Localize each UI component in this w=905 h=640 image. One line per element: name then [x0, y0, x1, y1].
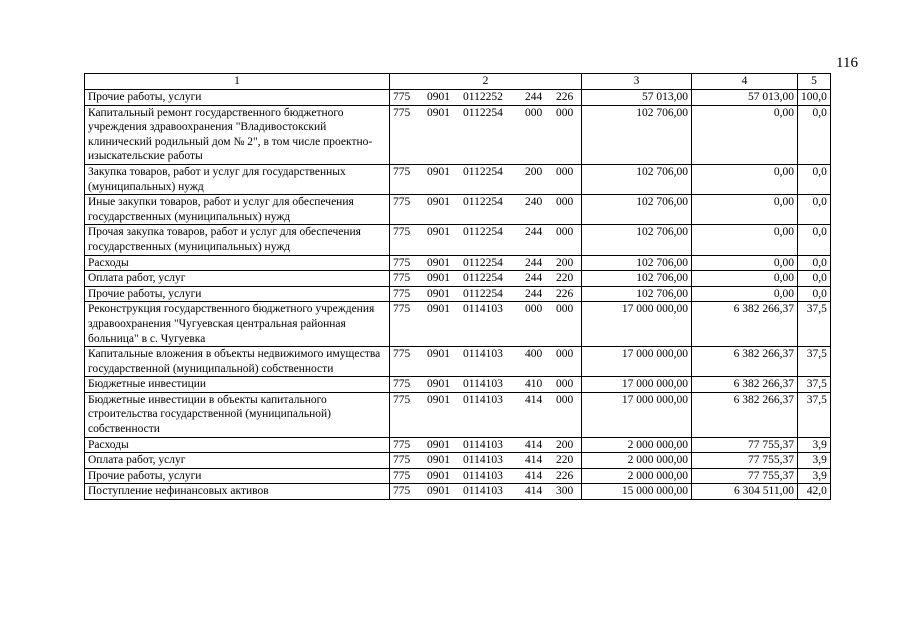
percent-cell: 37,5 — [798, 302, 831, 347]
planned-amount-cell: 102 706,00 — [582, 255, 692, 271]
planned-amount-cell: 17 000 000,00 — [582, 347, 692, 377]
kosgu-code: 000 — [556, 226, 574, 239]
row-name-cell: Бюджетные инвестиции — [85, 377, 390, 393]
kosgu-code: 300 — [556, 485, 574, 498]
row-name-cell: Поступление нефинансовых активов — [85, 484, 390, 500]
table-row — [85, 271, 831, 287]
section-code: 0901 — [427, 303, 450, 316]
row-name-cell: Оплата работ, услуг — [85, 453, 390, 469]
target-code: 0114103 — [463, 378, 503, 391]
planned-amount-cell: 2 000 000,00 — [582, 437, 692, 453]
executed-amount-cell: 0,00 — [692, 286, 798, 302]
table-row — [85, 195, 831, 225]
ministry-code: 775 — [393, 454, 411, 467]
percent-cell: 3,9 — [798, 453, 831, 469]
ministry-code: 775 — [393, 469, 411, 482]
kosgu-code: 000 — [556, 303, 574, 316]
executed-amount-cell: 77 755,37 — [692, 437, 798, 453]
expense-type-code: 240 — [525, 196, 543, 209]
row-name-cell: Бюджетные инвестиции в объекты капитального строительства государственной (муниципальной) собственности — [85, 392, 390, 437]
row-code-cell — [390, 484, 582, 500]
table-row — [85, 286, 831, 302]
expense-type-code: 414 — [525, 438, 543, 451]
row-name-cell: Закупка товаров, работ и услуг для государственных (муниципальных) нужд — [85, 164, 390, 194]
planned-amount-cell: 17 000 000,00 — [582, 377, 692, 393]
percent-cell: 37,5 — [798, 392, 831, 437]
section-code: 0901 — [427, 256, 450, 269]
target-code: 0114103 — [463, 348, 503, 361]
planned-amount-cell: 17 000 000,00 — [582, 392, 692, 437]
row-name-cell: Реконструкция государственного бюджетного учреждения здравоохранения "Чугуевская центральная районная больница" в с. Чугуевка — [85, 302, 390, 347]
row-name-cell: Прочие работы, услуги — [85, 468, 390, 484]
table-row — [85, 255, 831, 271]
executed-amount-cell: 0,00 — [692, 164, 798, 194]
expense-type-code: 244 — [525, 287, 543, 300]
target-code: 0112254 — [463, 256, 503, 269]
target-code: 0114103 — [463, 303, 503, 316]
ministry-code: 775 — [393, 91, 411, 103]
table-body — [85, 74, 831, 500]
ministry-code: 775 — [393, 438, 411, 451]
row-code-cell — [390, 437, 582, 453]
kosgu-code: 000 — [556, 348, 574, 361]
executed-amount-cell: 0,00 — [692, 225, 798, 255]
target-code: 0112254 — [463, 196, 503, 209]
ministry-code: 775 — [393, 287, 411, 300]
row-code-cell — [390, 286, 582, 302]
kosgu-code: 000 — [556, 393, 574, 406]
kosgu-code: 220 — [556, 272, 574, 285]
planned-amount-cell: 102 706,00 — [582, 286, 692, 302]
expense-type-code: 000 — [525, 106, 543, 119]
target-code: 0112254 — [463, 106, 503, 119]
table-row — [85, 392, 831, 437]
table-row — [85, 347, 831, 377]
ministry-code: 775 — [393, 256, 411, 269]
ministry-code: 775 — [393, 196, 411, 209]
kosgu-code: 220 — [556, 454, 574, 467]
percent-cell: 0,0 — [798, 164, 831, 194]
ministry-code: 775 — [393, 272, 411, 285]
table-row — [85, 302, 831, 347]
header-cell-2: 2 — [390, 74, 582, 90]
table-row — [85, 453, 831, 469]
section-code: 0901 — [427, 106, 450, 119]
section-code: 0901 — [427, 348, 450, 361]
executed-amount-cell: 77 755,37 — [692, 468, 798, 484]
page-number: 116 — [836, 55, 858, 71]
percent-cell: 37,5 — [798, 377, 831, 393]
kosgu-code: 000 — [556, 106, 574, 119]
percent-cell: 0,0 — [798, 286, 831, 302]
percent-cell: 0,0 — [798, 105, 831, 164]
percent-cell: 0,0 — [798, 225, 831, 255]
table-row — [85, 484, 831, 500]
planned-amount-cell: 102 706,00 — [582, 225, 692, 255]
row-code-cell — [390, 302, 582, 347]
expense-type-code: 244 — [525, 91, 543, 103]
planned-amount-cell: 15 000 000,00 — [582, 484, 692, 500]
executed-amount-cell: 6 382 266,37 — [692, 347, 798, 377]
percent-cell: 0,0 — [798, 195, 831, 225]
planned-amount-cell: 102 706,00 — [582, 164, 692, 194]
executed-amount-cell: 0,00 — [692, 271, 798, 287]
ministry-code: 775 — [393, 393, 411, 406]
row-name-cell: Капитальные вложения в объекты недвижимого имущества государственной (муниципальной) собственности — [85, 347, 390, 377]
expense-type-code: 414 — [525, 469, 543, 482]
ministry-code: 775 — [393, 165, 411, 178]
table-row — [85, 225, 831, 255]
section-code: 0901 — [427, 454, 450, 467]
expense-type-code: 400 — [525, 348, 543, 361]
ministry-code: 775 — [393, 378, 411, 391]
percent-cell: 3,9 — [798, 468, 831, 484]
percent-cell: 37,5 — [798, 347, 831, 377]
executed-amount-cell: 0,00 — [692, 195, 798, 225]
expense-type-code: 244 — [525, 256, 543, 269]
planned-amount-cell: 2 000 000,00 — [582, 453, 692, 469]
section-code: 0901 — [427, 196, 450, 209]
table-row — [85, 377, 831, 393]
header-cell-5: 5 — [798, 74, 831, 90]
expense-type-code: 244 — [525, 226, 543, 239]
ministry-code: 775 — [393, 303, 411, 316]
target-code: 0114103 — [463, 469, 503, 482]
row-name-cell: Прочие работы, услуги — [85, 286, 390, 302]
expense-type-code: 244 — [525, 272, 543, 285]
kosgu-code: 226 — [556, 287, 574, 300]
kosgu-code: 000 — [556, 378, 574, 391]
target-code: 0112254 — [463, 287, 503, 300]
percent-cell: 3,9 — [798, 437, 831, 453]
header-cell-1: 1 — [85, 74, 390, 90]
executed-amount-cell: 0,00 — [692, 255, 798, 271]
expense-type-code: 410 — [525, 378, 543, 391]
table-row — [85, 105, 831, 164]
ministry-code: 775 — [393, 485, 411, 498]
executed-amount-cell: 6 382 266,37 — [692, 377, 798, 393]
row-code-cell — [390, 225, 582, 255]
row-code-cell — [390, 453, 582, 469]
row-code-cell — [390, 271, 582, 287]
target-code: 0114103 — [463, 485, 503, 498]
executed-amount-cell: 6 382 266,37 — [692, 392, 798, 437]
ministry-code: 775 — [393, 106, 411, 119]
executed-amount-cell: 77 755,37 — [692, 453, 798, 469]
section-code: 0901 — [427, 165, 450, 178]
section-code: 0901 — [427, 469, 450, 482]
target-code: 0114103 — [463, 454, 503, 467]
row-name-cell: Расходы — [85, 437, 390, 453]
planned-amount-cell: 102 706,00 — [582, 271, 692, 287]
percent-cell: 100,0 — [798, 90, 831, 106]
kosgu-code: 226 — [556, 469, 574, 482]
percent-cell: 42,0 — [798, 484, 831, 500]
header-cell-4: 4 — [692, 74, 798, 90]
target-code: 0112254 — [463, 226, 503, 239]
row-name-cell: Расходы — [85, 255, 390, 271]
planned-amount-cell: 17 000 000,00 — [582, 302, 692, 347]
row-code-cell — [390, 255, 582, 271]
planned-amount-cell: 102 706,00 — [582, 195, 692, 225]
kosgu-code: 000 — [556, 196, 574, 209]
planned-amount-cell: 2 000 000,00 — [582, 468, 692, 484]
kosgu-code: 200 — [556, 256, 574, 269]
executed-amount-cell: 6 304 511,00 — [692, 484, 798, 500]
target-code: 0114103 — [463, 393, 503, 406]
header-cell-3: 3 — [582, 74, 692, 90]
section-code: 0901 — [427, 91, 450, 103]
executed-amount-cell: 6 382 266,37 — [692, 302, 798, 347]
target-code: 0112252 — [463, 91, 503, 103]
budget-table — [84, 73, 831, 500]
row-code-cell — [390, 164, 582, 194]
row-code-cell — [390, 90, 582, 106]
planned-amount-cell: 57 013,00 — [582, 90, 692, 106]
section-code: 0901 — [427, 393, 450, 406]
table-row — [85, 468, 831, 484]
executed-amount-cell: 0,00 — [692, 105, 798, 164]
table-row — [85, 90, 831, 106]
section-code: 0901 — [427, 287, 450, 300]
target-code: 0112254 — [463, 272, 503, 285]
expense-type-code: 000 — [525, 303, 543, 316]
table-row — [85, 437, 831, 453]
section-code: 0901 — [427, 485, 450, 498]
row-code-cell — [390, 105, 582, 164]
section-code: 0901 — [427, 378, 450, 391]
expense-type-code: 414 — [525, 485, 543, 498]
table-row — [85, 164, 831, 194]
expense-type-code: 414 — [525, 393, 543, 406]
expense-type-code: 414 — [525, 454, 543, 467]
row-name-cell: Оплата работ, услуг — [85, 271, 390, 287]
ministry-code: 775 — [393, 348, 411, 361]
ministry-code: 775 — [393, 226, 411, 239]
row-name-cell: Прочая закупка товаров, работ и услуг для обеспечения государственных (муниципальных) нужд — [85, 225, 390, 255]
executed-amount-cell: 57 013,00 — [692, 90, 798, 106]
table-header-row — [85, 74, 831, 90]
percent-cell: 0,0 — [798, 271, 831, 287]
percent-cell: 0,0 — [798, 255, 831, 271]
kosgu-code: 000 — [556, 165, 574, 178]
row-code-cell — [390, 195, 582, 225]
section-code: 0901 — [427, 226, 450, 239]
expense-type-code: 200 — [525, 165, 543, 178]
row-code-cell — [390, 377, 582, 393]
row-code-cell — [390, 347, 582, 377]
target-code: 0112254 — [463, 165, 503, 178]
row-code-cell — [390, 392, 582, 437]
kosgu-code: 200 — [556, 438, 574, 451]
kosgu-code: 226 — [556, 91, 574, 103]
row-name-cell: Иные закупки товаров, работ и услуг для обеспечения государственных (муниципальных) нужд — [85, 195, 390, 225]
planned-amount-cell: 102 706,00 — [582, 105, 692, 164]
row-code-cell — [390, 468, 582, 484]
section-code: 0901 — [427, 438, 450, 451]
target-code: 0114103 — [463, 438, 503, 451]
section-code: 0901 — [427, 272, 450, 285]
row-name-cell: Прочие работы, услуги — [85, 90, 390, 106]
row-name-cell: Капитальный ремонт государственного бюджетного учреждения здравоохранения "Владивостокский клинический родильный дом № 2", в том числе проектно-изыскательские работы — [85, 105, 390, 164]
